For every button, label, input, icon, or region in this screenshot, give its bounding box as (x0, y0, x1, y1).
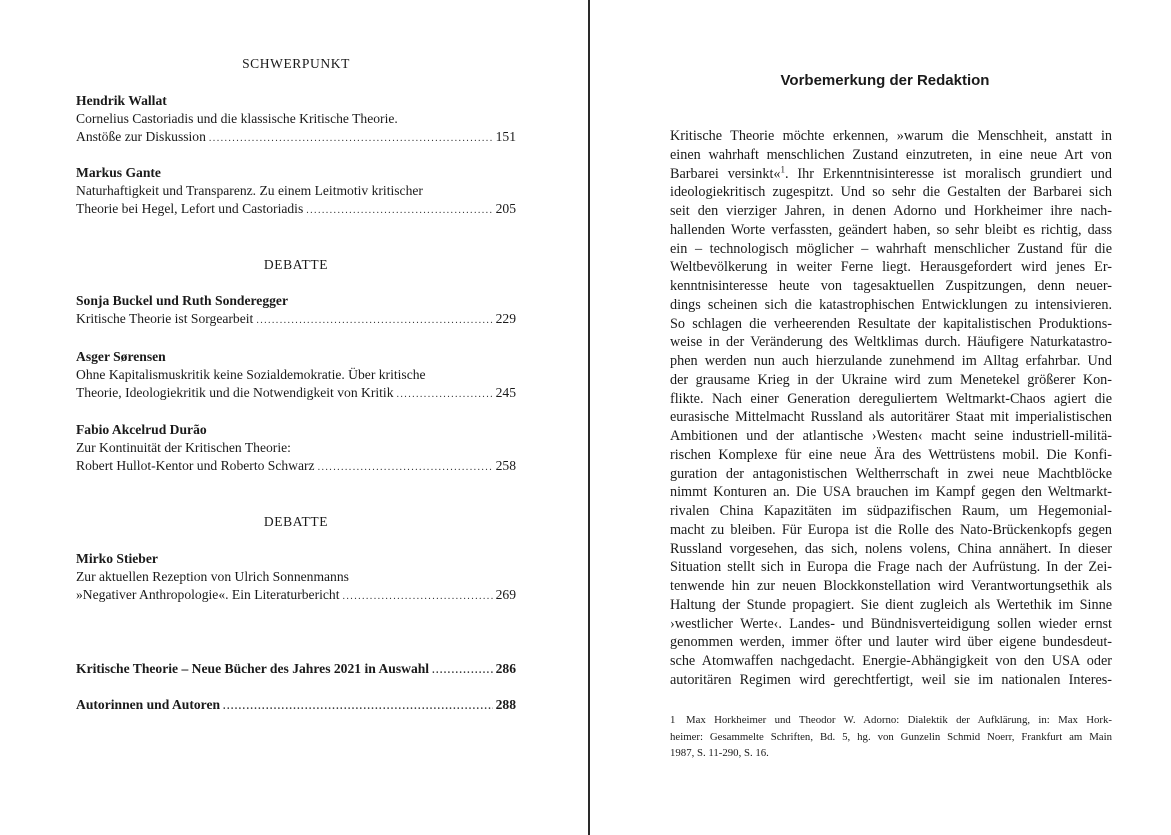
toc-entry-wallat[interactable] (76, 92, 516, 149)
leader-dots (209, 130, 493, 148)
toc-entry-durao[interactable] (76, 421, 516, 478)
leader-dots (306, 202, 492, 220)
toc-page-number: 205 (495, 201, 516, 217)
body-line: Haltung der Stunde propagiert. Sie dient zugleich als Wertethik im Sinne (670, 596, 1112, 613)
body-line: sche Atomwaffen nachgedacht. Energie-Abhängigkeit von den USA oder (670, 653, 1112, 669)
body-line: guration der antagonistischen Weltherrschaft in zwei neue Machtblöcke (670, 465, 1112, 482)
toc-author: Fabio Akcelrud Durão (76, 422, 207, 437)
toc-author: Mirko Stieber (76, 551, 158, 566)
body-line: dings scheinen sich die katastrophischen Entwicklungen zu intensivieren. (670, 296, 1112, 313)
toc-title-line-with-page (76, 310, 516, 330)
leader-dots (343, 588, 493, 606)
toc-page-number: 286 (495, 661, 516, 676)
body-line: So schlagen die verheerenden Resultate der kapitalistischen Produktions- (670, 315, 1112, 332)
body-line: nimmt Konturen an. Die USA brauchen im Kampf gegen den Weltmarkt- (670, 484, 1112, 501)
leader-dots (432, 662, 493, 680)
body-line: autoritären Regimen wird gerechtfertigt, weil sie im nationalen Interes- (670, 671, 1112, 688)
footnote-line (670, 712, 1112, 729)
leader-dots (256, 312, 492, 330)
toc-title-line: Kritische Theorie – Neue Bücher des Jahres 2021 in Auswahl (76, 661, 430, 676)
toc-title-line-with-page (76, 128, 516, 148)
toc-title-line-with-page (76, 200, 516, 220)
toc-title-line: »Negativer Anthropologie«. Ein Literaturbericht (76, 587, 340, 603)
body-line: Weltbevölkerung in weiter Ferne liegt. Herausgefordert wird jenes Er- (670, 259, 1112, 276)
toc-page-number: 258 (495, 458, 516, 474)
toc-title-line-with-page (76, 586, 516, 606)
body-line: einen wahrhaft menschlichen Zustand einzutreten, in eine neue Art von (670, 146, 1112, 163)
body-line: seit den vierziger Jahren, in denen Adorno und Horkheimer ihre nach- (670, 203, 1112, 219)
footnote-line: 1987, S. 11-290, S. 16. (670, 747, 769, 759)
body-line: eurasische Mittelmacht Russland als autoritärer Staat mit imperialistischen (670, 409, 1112, 426)
toc-title-line: Theorie bei Hegel, Lefort und Castoriadis (76, 201, 304, 217)
toc-title-line: Theorie, Ideologiekritik und die Notwendigkeit von Kritik (76, 385, 394, 401)
body-line: Kritische Theorie möchte erkennen, »warum die Menschheit, anstatt in (670, 128, 1112, 144)
body-line: tenwende hin zur neuen Blockkonstellation wird Verantwortungsethik als (670, 578, 1112, 594)
toc-page-number: 269 (495, 587, 516, 603)
body-line: der grausame Krieg in der Ukraine wird zum Menetekel größerer Kon- (670, 371, 1112, 388)
section-heading-schwerpunkt: SCHWERPUNKT (242, 56, 350, 71)
toc-page-number: 245 (495, 385, 516, 401)
toc-title-line: Zur aktuellen Rezeption von Ulrich Sonnenmanns (76, 569, 349, 585)
toc-title-line-with-page (76, 660, 516, 680)
toc-title-line: Cornelius Castoriadis und die klassische Kritische Theorie. (76, 111, 398, 127)
body-line: ideologiekritisch zugespitzt. Und so sehr die Gestalten der Barbarei sich (670, 184, 1112, 201)
toc-title-line: Anstöße zur Diskussion (76, 129, 206, 145)
toc-entry-autorinnen[interactable] (76, 696, 516, 716)
toc-title-line: Zur Kontinuität der Kritischen Theorie: (76, 440, 291, 456)
toc-page-number: 288 (495, 697, 516, 712)
footnote (670, 712, 1112, 762)
toc-page-number: 229 (495, 311, 516, 327)
toc-title-line: Kritische Theorie ist Sorgearbeit (76, 311, 254, 327)
toc-author: Markus Gante (76, 165, 161, 180)
toc-entry-sorensen[interactable] (76, 348, 516, 405)
body-line: rivalen China Kapazitäten im südpazifischen Raum, um Hegemonial- (670, 503, 1112, 519)
body-line: flikte. Nach einer Generation dereguliertem Weltmarkt-Chaos agiert die (670, 390, 1112, 407)
body-line-end: . Ihr Erkenntnisinteresse ist moralisch grundiert und (785, 165, 1112, 182)
toc-entry-neue-buecher[interactable] (76, 660, 516, 680)
body-line: weise in der Veränderung des Weltklimas durch. Häufigere Naturkatastro- (670, 334, 1112, 351)
toc-author: Hendrik Wallat (76, 93, 167, 108)
body-line: hallenden Worte verfassten, geändert haben, so sehr bleibt es richtig, dass (670, 221, 1112, 238)
toc-page-number: 151 (495, 129, 516, 145)
leader-dots (223, 698, 493, 716)
body-line: Situation stellt sich in Europa die Frage nach der Aufrüstung. In der Zei- (670, 559, 1112, 576)
toc-title-line: Naturhaftigkeit und Transparenz. Zu einem Leitmotiv kritischer (76, 183, 423, 199)
toc-title-line: Autorinnen und Autoren (76, 697, 221, 712)
preface-page (590, 0, 1171, 835)
body-line: rischen Komplexe für eine neue Ära des Wettrüstens mobil. Die Konfi- (670, 446, 1112, 463)
body-line: Russland vorgesehen, das sich, nolens volens, China annähert. In dieser (670, 540, 1112, 557)
toc-title-line: Ohne Kapitalismuskritik keine Sozialdemokratie. Über kritische (76, 367, 426, 383)
toc-entry-buckel-sonderegger[interactable] (76, 292, 516, 330)
body-line: ›westlicher Werte‹. Landes- und Bündnisverteidigung sollen wieder ernst (670, 615, 1112, 632)
footnote-text: Max Horkheimer und Theodor W. Adorno: Dialektik der Aufklärung, in: Max Hork- (686, 714, 1112, 726)
body-line-start: Barbarei versinkt« (670, 165, 781, 182)
body-line-with-footnote-ref (670, 165, 1112, 184)
leader-dots (397, 386, 493, 404)
body-line: ein – technologisch möglicher – wahrhaft menschlicher Zustand für die (670, 240, 1112, 257)
toc-entry-stieber[interactable] (76, 550, 516, 607)
section-heading-debatte: DEBATTE (263, 257, 329, 272)
toc-author: Asger Sørensen (76, 349, 166, 364)
body-line: macht zu bleiben. Für Europa ist die Rolle des Nato-Brückenkopfs gegen (670, 521, 1112, 538)
footnote-ref[interactable]: 1 (780, 164, 785, 174)
section-heading-debatte: DEBATTE (263, 514, 329, 529)
footnote-line: heimer: Gesammelte Schriften, Bd. 5, hg. von Gunzelin Schmid Noerr, Frankfurt am Main (670, 730, 1112, 743)
toc-title-line-with-page (76, 384, 516, 404)
toc-entry-gante[interactable] (76, 164, 516, 221)
body-line: genommen werden, immer öfter und lauter wird über eigene bundesdeut- (670, 634, 1112, 651)
preface-body (670, 127, 1112, 690)
footnote-number: 1 (670, 714, 676, 726)
page-title: Vorbemerkung der Redaktion (780, 72, 990, 89)
toc-title-line-with-page (76, 457, 516, 477)
leader-dots (318, 459, 493, 477)
body-line: Ambitionen und der atlantische ›Westen‹ macht seine industriell-militä- (670, 428, 1112, 444)
toc-author: Sonja Buckel und Ruth Sonderegger (76, 293, 289, 308)
toc-title-line: Robert Hullot-Kentor und Roberto Schwarz (76, 458, 315, 474)
body-line: kenntnisinteresse heute von tagesaktuellen Zuspitzungen, denn neuer- (670, 278, 1112, 294)
body-line: phen werden nun auch hierzulande zunehmend im Alltag erfahrbar. Und (670, 353, 1112, 369)
toc-title-line-with-page (76, 696, 516, 716)
